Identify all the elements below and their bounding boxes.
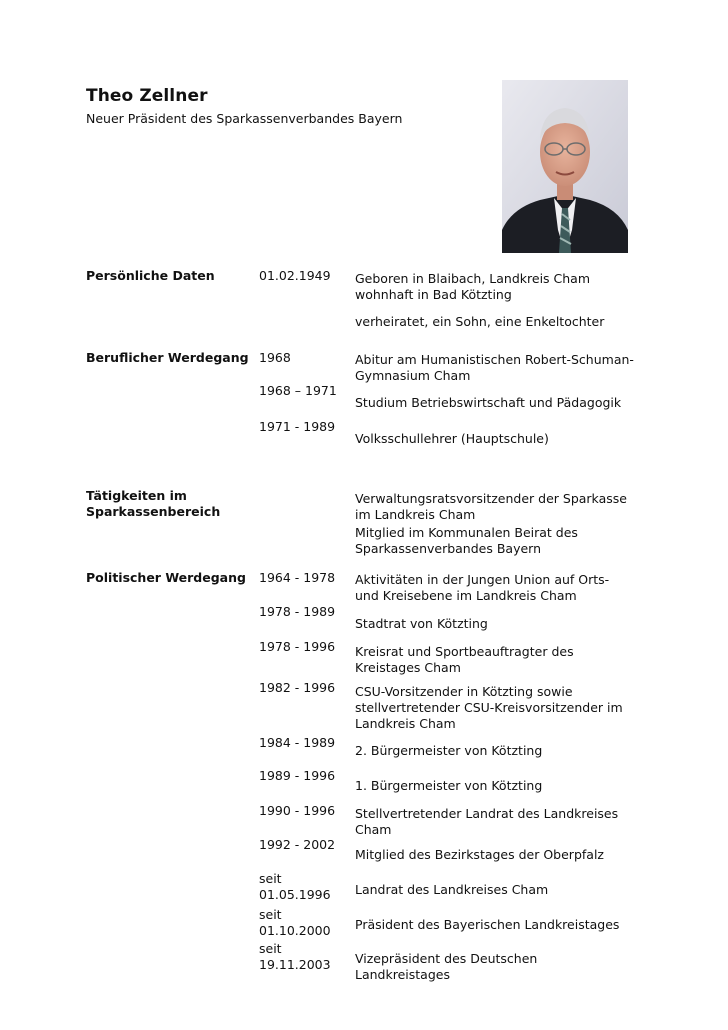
section-political: Politischer Werdegang — [86, 570, 246, 585]
political-entry: Stadtrat von Kötzting — [355, 616, 488, 631]
career-date: 1971 - 1989 — [259, 419, 336, 434]
career-date: 1968 – 1971 — [259, 383, 337, 398]
page-subtitle: Neuer Präsident des Sparkassenverbandes Bayern — [86, 111, 403, 126]
savings-entry — [355, 525, 635, 557]
political-entry: Landrat des Landkreises Cham — [355, 882, 549, 897]
political-entry-line1: CSU-Vorsitzender in Kötzting sowie — [355, 684, 573, 699]
political-date — [259, 907, 347, 939]
political-entry: Präsident des Bayerischen Landkreistages — [355, 917, 620, 932]
portrait-photo — [502, 80, 628, 253]
political-entry: Mitglied des Bezirkstages der Oberpfalz — [355, 847, 604, 862]
political-date-line2: 01.05.1996 — [259, 887, 331, 902]
section-savings-bank — [86, 488, 254, 520]
family-status: verheiratet, ein Sohn, eine Enkeltochter — [355, 314, 605, 329]
birth-place-line1: Geboren in Blaibach, Landkreis Cham — [355, 271, 591, 286]
political-entry — [355, 644, 635, 676]
political-entry-line3: Landkreis Cham — [355, 716, 456, 731]
political-date: 1990 - 1996 — [259, 803, 336, 818]
political-entry: Vizepräsident des Deutschen Landkreistages — [355, 951, 538, 982]
political-date: 1964 - 1978 — [259, 570, 336, 585]
section-career: Beruflicher Werdegang — [86, 350, 249, 365]
section-personal-data: Persönliche Daten — [86, 268, 215, 283]
political-entry — [355, 684, 635, 732]
political-entry-line1: Stellvertretender Landrat des Landkreises — [355, 806, 619, 821]
savings-entry-line1: Mitglied im Kommunalen Beirat des — [355, 525, 578, 540]
section-savings-bank-line2: Sparkassenbereich — [86, 504, 221, 519]
savings-entry-line1: Verwaltungsratsvorsitzender der Sparkasse — [355, 491, 627, 506]
political-entry — [355, 572, 635, 604]
political-date: 1992 - 2002 — [259, 837, 336, 852]
political-date: 1984 - 1989 — [259, 735, 336, 750]
political-date-line2: 01.10.2000 — [259, 923, 331, 938]
political-entry: 2. Bürgermeister von Kötzting — [355, 743, 543, 758]
savings-entry-line2: Sparkassenverbandes Bayern — [355, 541, 542, 556]
political-date-line2: 19.11.2003 — [259, 957, 331, 972]
political-entry-line2: Cham — [355, 822, 392, 837]
birth-place — [355, 271, 635, 303]
political-date-line1: seit — [259, 941, 282, 956]
savings-entry-line2: im Landkreis Cham — [355, 507, 476, 522]
political-entry-line2: und Kreisebene im Landkreis Cham — [355, 588, 577, 603]
political-entry: 1. Bürgermeister von Kötzting — [355, 778, 543, 793]
page-title: Theo Zellner — [86, 86, 208, 106]
political-date-line1: seit — [259, 871, 282, 886]
political-date: 1978 - 1996 — [259, 639, 336, 654]
political-date — [259, 871, 347, 903]
career-entry — [355, 352, 635, 384]
political-date: 1982 - 1996 — [259, 680, 336, 695]
career-entry: Studium Betriebswirtschaft und Pädagogik — [355, 395, 622, 410]
savings-entry — [355, 491, 635, 523]
political-entry-line1: Kreisrat und Sportbeauftragter des — [355, 644, 574, 659]
political-entry-line2: Kreistages Cham — [355, 660, 461, 675]
political-entry — [355, 806, 635, 838]
political-date-line1: seit — [259, 907, 282, 922]
career-date: 1968 — [259, 350, 291, 365]
political-date: 1989 - 1996 — [259, 768, 336, 783]
political-entry-line1: Aktivitäten in der Jungen Union auf Orts- — [355, 572, 610, 587]
political-date: 1978 - 1989 — [259, 604, 336, 619]
political-entry-line2: stellvertretender CSU-Kreisvorsitzender im — [355, 700, 623, 715]
career-entry-line2: Gymnasium Cham — [355, 368, 471, 383]
birth-date: 01.02.1949 — [259, 268, 331, 283]
career-entry: Volksschullehrer (Hauptschule) — [355, 431, 549, 446]
political-date — [259, 941, 347, 973]
career-entry-line1: Abitur am Humanistischen Robert-Schuman- — [355, 352, 634, 367]
section-savings-bank-line1: Tätigkeiten im — [86, 488, 187, 503]
birth-place-line2: wohnhaft in Bad Kötzting — [355, 287, 512, 302]
